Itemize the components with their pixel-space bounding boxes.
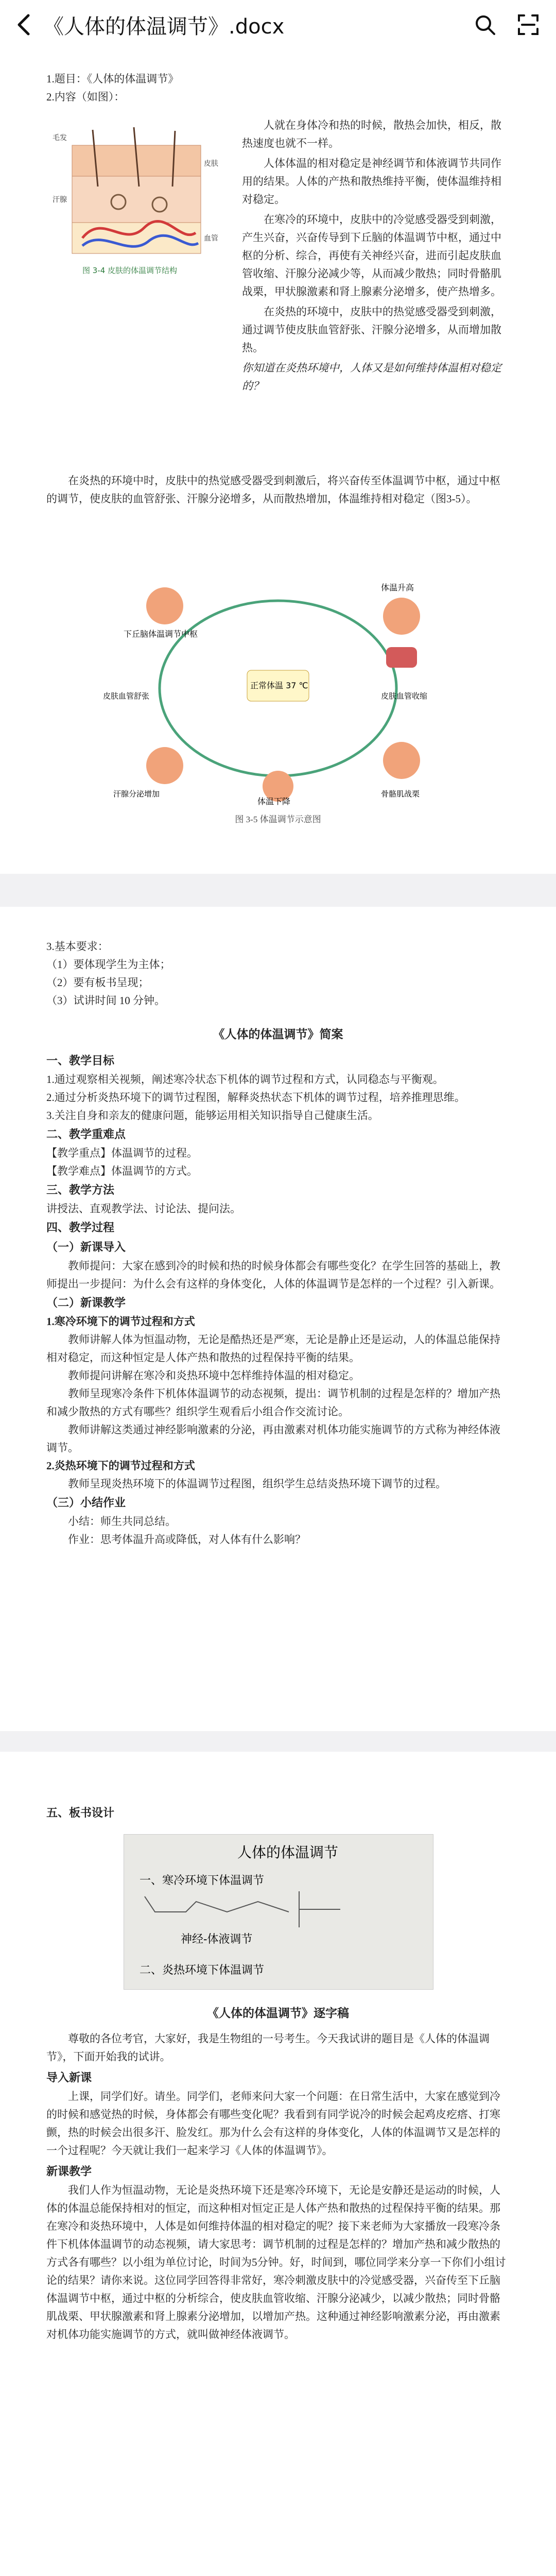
label-vessel: 血管	[204, 234, 218, 243]
brief-plan-title: 《人体的体温调节》简案	[213, 1028, 343, 1041]
section-item: 3.关注自身和亲友的健康问题，能够运用相关知识指导自己健康生活。	[46, 1109, 379, 1122]
cycle-label: 体温升高	[381, 583, 414, 592]
section-item: 教师呈现寒冷条件下机体体温调节的动态视频，提出：调节机制的过程是怎样的？增加产热和减少散热的方式有哪些？组织学生观看后小组合作交流讨论。	[46, 1387, 500, 1418]
section-item: 教师提问：大家在感到冷的时候和热的时候身体都会有哪些变化？在学生回答的基础上，教师提出一步提问：为什么会有这样的身体变化，人体的体温调节是怎样的一个过程？引入新课。	[46, 1260, 500, 1290]
requirement-line: （2）要有板书呈现；	[46, 976, 149, 989]
board-line: 人体的体温调节	[237, 1844, 339, 1861]
question-text: 你知道在炎热环境中，人体又是如何维持体温相对稳定的？	[242, 362, 501, 392]
skin-caption: 图 3-4 皮肤的体温调节结构	[82, 266, 178, 275]
document-page-2	[0, 907, 556, 1731]
cycle-label: 下丘脑体温调节中枢	[124, 629, 198, 639]
right-paragraph: 人体体温的相对稳定是神经调节和体液调节共同作用的结果。人体的产热和散热维持平衡，使体温维持相对稳定。	[242, 157, 501, 206]
section-item: 教师讲解这类通过神经影响激素的分泌，再由激素对机体功能实施调节的方式称为神经体液调节。	[46, 1423, 500, 1454]
section-subheading: （二）新课教学	[46, 1296, 126, 1309]
right-paragraph: 在寒冷的环境中，皮肤中的冷觉感受器受到刺激，产生兴奋，兴奋传导到下丘脑的体温调节中枢，通过中枢的分析、综合，再使有关神经兴奋，进而引起皮肤血管收缩、汗腺分泌减少等，从而减少散热；同时骨骼肌战栗，甲状腺激素和肾上腺素分泌增多，使产热增多。	[242, 213, 501, 298]
script-paragraph: 我们人作为恒温动物，无论是炎热环境下还是寒冷环境下，无论是安静还是运动的时候，人体的体温总能保持相对的恒定，而这种相对恒定正是人体产热和散热的过程保持平衡的结果。那在寒冷和炎热环境中，人体是如何维持体温的相对稳定的呢？接下来老师为大家播放一段寒冷条件下机体体温调节的动态视频，请大家思考：调节机制的过程是怎样的？增加产热和减少散热的方式各有哪些？以小组为单位讨论，时间为5分钟。好，时间到，哪位同学来分享一下你们小组讨论的结果？请你来说。这位同学回答得非常好，寒冷刺激皮肤中的冷觉感受器，兴奋传至下丘脑体温调节中枢，通过中枢的分析综合，使皮肤血管收缩、汗腺分泌减少，以减少散热；同时骨骼肌战栗、甲状腺激素和肾上腺素分泌增加，以增加产热。这种通过神经影响激素分泌，再由激素对机体功能实施调节的方式，就叫做神经体液调节。	[46, 2184, 506, 2341]
search-icon[interactable]	[470, 9, 500, 40]
cycle-label: 骨骼肌战栗	[381, 789, 420, 799]
section-heading: 一、教学目标	[46, 1054, 115, 1067]
section-item: 2.通过分析炎热环境下的调节过程图，解释炎热状态下机体的调节过程，培养推理思维。	[46, 1091, 465, 1104]
skin-structure-figure	[51, 125, 221, 279]
document-title: 《人体的体温调节》.docx	[43, 14, 285, 39]
requirement-line: （1）要体现学生为主体；	[46, 958, 171, 971]
section-item: 教师讲解人体为恒温动物，无论是酷热还是严寒，无论是静止还是运动，人的体温总能保持相对稳定，而这种恒定是人体产热和散热的过程保持平衡的结果。	[46, 1333, 500, 1364]
cycle-label: 体温下降	[257, 796, 291, 806]
topic-line: 1.题目：《人体的体温调节》	[46, 73, 179, 85]
section-heading: 三、教学方法	[46, 1183, 115, 1196]
cycle-label: 皮肤血管收缩	[381, 691, 428, 701]
label-hair: 毛发	[53, 134, 67, 142]
content-line: 2.内容（如图）：	[46, 91, 125, 103]
section-item: 教师提问讲解在寒冷和炎热环境中怎样维持体温的相对稳定。	[68, 1369, 360, 1382]
section-subheading: （三）小结作业	[46, 1496, 126, 1509]
requirements-block	[46, 938, 510, 1010]
section-item: 1.寒冷环境下的调节过程和方式	[46, 1315, 195, 1328]
section-heading: 二、教学重难点	[46, 1128, 126, 1141]
section-item: 【教学难点】体温调节的方式。	[46, 1165, 198, 1177]
section-heading: 四、教学过程	[46, 1221, 115, 1234]
cycle-caption: 图 3-5 体温调节示意图	[235, 815, 321, 824]
right-paragraph: 人就在身体冷和热的时候，散热会加快，相反，散热速度也就不一样。	[242, 119, 501, 149]
script-title: 《人体的体温调节》逐字稿	[207, 2007, 349, 2020]
cycle-label: 汗腺分泌增加	[113, 789, 160, 799]
left-paragraph: 在炎热的环境中时，皮肤中的热觉感受器受到刺激后，将兴奋传至体温调节中枢，通过中枢的调节，使皮肤的血管舒张、汗腺分泌增多，从而散热增加，体温维持相对稳定（图3-5）。	[46, 474, 500, 505]
page1-header-lines	[46, 70, 510, 106]
section-subheading: （一）新课导入	[46, 1241, 126, 1253]
script-paragraph: 上课，同学们好。请坐。同学们，老师来问大家一个问题：在日常生活中，大家在感觉到冷的时候和感觉热的时候，身体都会有哪些变化呢？我看到有同学说冷的时候会起鸡皮疙瘩、打寒颤，热的时候会出很多汗、脸发红。那为什么会有这样的身体变化，人体的体温调节又是怎样的一个过程呢？今天就让我们一起来学习《人体的体温调节》。	[46, 2090, 500, 2157]
brief-plan-body	[46, 1051, 510, 1549]
board-sketch	[124, 1835, 433, 1989]
section-item: 教师呈现炎热环境下的体温调节过程图，组织学生总结炎热环境下调节的过程。	[68, 1478, 446, 1490]
section-item: 小结：师生共同总结。	[68, 1515, 176, 1528]
back-icon[interactable]	[8, 9, 39, 40]
label-skin: 皮肤	[204, 160, 218, 168]
section-item: 讲授法、直观教学法、讨论法、提问法。	[46, 1202, 241, 1215]
requirement-line: （3）试讲时间 10 分钟。	[46, 994, 165, 1007]
right-column-text	[242, 116, 510, 397]
blackboard-photo	[124, 1834, 433, 1990]
cycle-label: 皮肤血管舒张	[103, 691, 150, 701]
script-body	[46, 2030, 510, 2346]
section-heading: 新课教学	[46, 2165, 92, 2178]
thermoregulation-cycle-figure	[93, 570, 463, 807]
cycle-label: 正常体温 37 ℃	[250, 681, 308, 690]
requirement-line: 3.基本要求：	[46, 940, 109, 953]
label-sweat-gland: 汗腺	[53, 196, 67, 204]
script-paragraph: 尊敬的各位考官，大家好，我是生物组的一号考生。今天我试讲的题目是《人体的体温调节》，下面开始我的试讲。	[46, 2032, 490, 2063]
board-line: 二、炎热环境下体温调节	[140, 1964, 265, 1977]
section-heading: 导入新课	[46, 2071, 92, 2084]
section-item: 2.炎热环境下的调节过程和方式	[46, 1460, 195, 1472]
board-line: 神经-体液调节	[181, 1933, 253, 1946]
section-item: 作业：思考体温升高或降低，对人体有什么影响？	[68, 1533, 306, 1546]
document-page-1	[0, 49, 556, 874]
document-page-3	[0, 1752, 556, 2576]
section-item: 【教学重点】体温调节的过程。	[46, 1147, 198, 1159]
right-paragraph: 在炎热的环境中，皮肤中的热觉感受器受到刺激，通过调节使皮肤血管舒张、汗腺分泌增多，从而增加散热。	[242, 306, 501, 354]
board-design-heading: 五、板书设计	[46, 1806, 115, 1819]
section-item: 1.通过观察相关视频，阐述寒冷状态下机体的调节过程和方式，认同稳态与平衡观。	[46, 1073, 444, 1086]
fullscreen-icon[interactable]	[513, 9, 544, 40]
top-bar	[0, 0, 556, 50]
board-line: 一、寒冷环境下体温调节	[140, 1874, 265, 1887]
